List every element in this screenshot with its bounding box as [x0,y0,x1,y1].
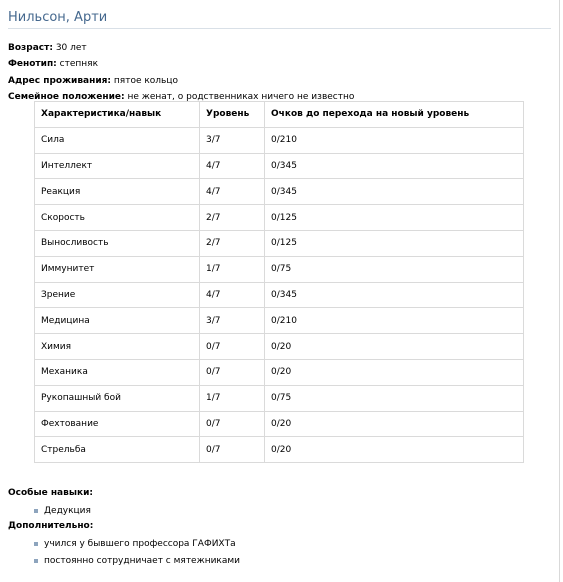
cell-level: 0/7 [200,334,265,360]
cell-level: 1/7 [200,385,265,411]
cell-level: 4/7 [200,153,265,179]
cell-level: 4/7 [200,179,265,205]
info-label: Фенотип: [8,59,57,70]
cell-points: 0/125 [265,230,524,256]
cell-skill: Скорость [35,205,200,231]
cell-level: 3/7 [200,127,265,153]
page-title: Нильсон, Арти [8,10,108,25]
cell-points: 0/75 [265,385,524,411]
header-points: Очков до перехода на новый уровень [265,102,524,128]
info-address [8,73,354,89]
header-skill: Характеристика/навык [35,102,200,128]
cell-level: 3/7 [200,308,265,334]
table-header-row [35,102,524,128]
additional-title: Дополнительно: [8,521,94,531]
info-value: не женат, о родственниках ничего не известно [127,91,355,102]
table-row [35,256,524,282]
table-row [35,411,524,437]
list-item-text: учился у бывшего профессора ГАФИХТа [44,539,236,549]
table-row [35,230,524,256]
cell-skill: Механика [35,359,200,385]
info-label: Адрес проживания: [8,75,112,86]
cell-skill: Фехтование [35,411,200,437]
stats-table [34,101,524,463]
cell-points: 0/345 [265,179,524,205]
title-divider [8,28,551,29]
info-phenotype [8,56,354,72]
cell-skill: Медицина [35,308,200,334]
list-item [34,536,240,553]
list-item [34,503,91,520]
list-item-text: постоянно сотрудничает с мятежниками [44,556,241,566]
cell-skill: Иммунитет [35,256,200,282]
page-right-border [559,0,560,582]
cell-level: 4/7 [200,282,265,308]
stats-body [35,127,524,462]
info-label: Возраст: [8,43,53,53]
cell-skill: Сила [35,127,200,153]
bullet-icon [34,509,38,513]
cell-skill: Реакция [35,179,200,205]
table-row [35,179,524,205]
info-value: 30 лет [55,43,87,53]
header-level: Уровень [200,102,265,128]
table-row [35,153,524,179]
cell-points: 0/125 [265,205,524,231]
special-skills-title: Особые навыки: [8,488,93,498]
cell-points: 0/345 [265,153,524,179]
info-value: степняк [59,59,99,70]
cell-level: 0/7 [200,437,265,463]
cell-skill: Стрельба [35,437,200,463]
cell-points: 0/210 [265,308,524,334]
table-row [35,359,524,385]
cell-level: 2/7 [200,230,265,256]
info-age [8,40,354,56]
table-row [35,205,524,231]
info-label: Семейное положение: [8,91,125,102]
cell-level: 0/7 [200,411,265,437]
bullet-icon [34,559,38,563]
profile-info [8,40,354,105]
cell-level: 0/7 [200,359,265,385]
cell-points: 0/20 [265,437,524,463]
cell-points: 0/75 [265,256,524,282]
cell-points: 0/20 [265,359,524,385]
table-row [35,385,524,411]
cell-points: 0/345 [265,282,524,308]
table-row [35,334,524,360]
bullet-icon [34,542,38,546]
table-row [35,127,524,153]
cell-skill: Рукопашный бой [35,385,200,411]
list-item [34,553,240,570]
cell-level: 1/7 [200,256,265,282]
additional-list [34,536,240,570]
special-skills-list [34,503,91,520]
table-row [35,282,524,308]
cell-skill: Выносливость [35,230,200,256]
list-item-text: Дедукция [44,506,91,516]
cell-skill: Химия [35,334,200,360]
table-row [35,308,524,334]
cell-points: 0/20 [265,411,524,437]
cell-points: 0/20 [265,334,524,360]
info-value: пятое кольцо [113,75,178,86]
table-row [35,437,524,463]
cell-skill: Зрение [35,282,200,308]
cell-points: 0/210 [265,127,524,153]
cell-skill: Интеллект [35,153,200,179]
cell-level: 2/7 [200,205,265,231]
